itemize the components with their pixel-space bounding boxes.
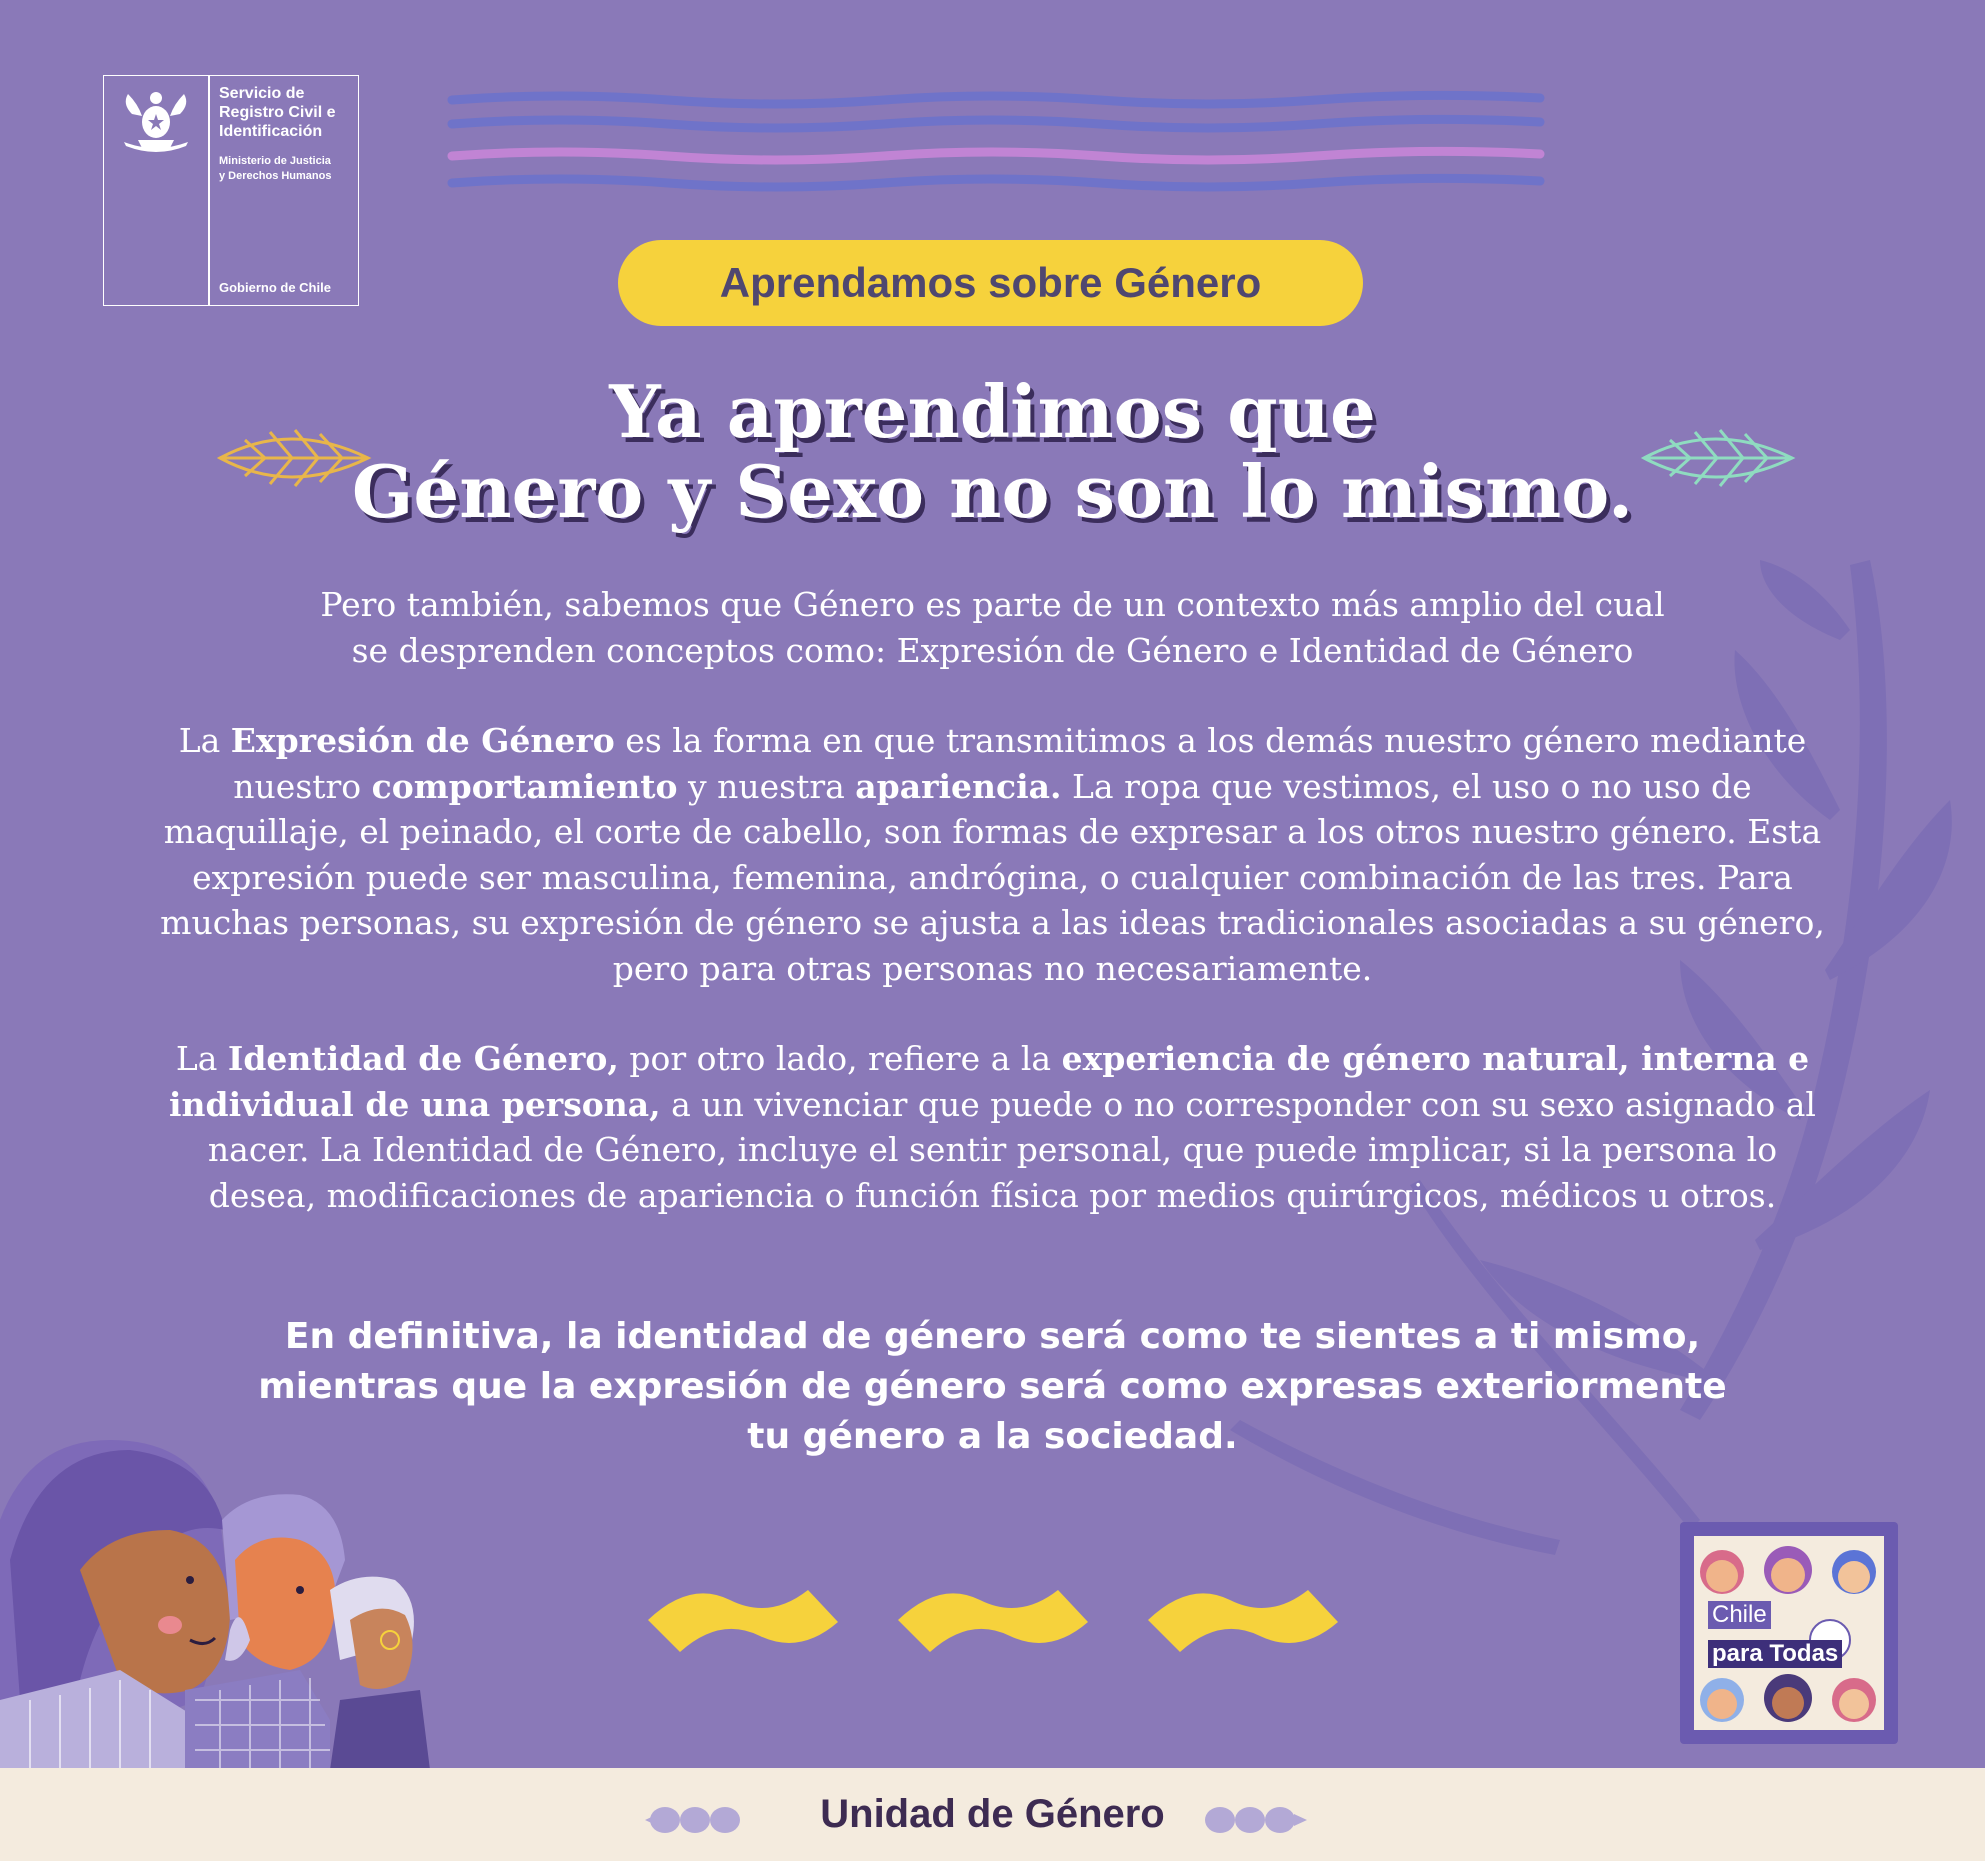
expresion-bold-term: Expresión de Género — [230, 721, 615, 760]
stamp-label-para-todas: para Todas — [1708, 1640, 1842, 1668]
intro-line-1: Pero también, sabemos que Género es parte de un contexto más amplio del cual — [320, 585, 1665, 624]
identidad-text-1: La — [175, 1039, 228, 1078]
expresion-text-1: La — [178, 721, 231, 760]
ministry-line-1: Ministerio de Justicia — [219, 155, 331, 167]
expresion-genero-paragraph — [160, 718, 1825, 991]
conclusion-paragraph — [180, 1312, 1805, 1462]
identidad-text-2: por otro lado, refiere a la — [618, 1039, 1062, 1078]
footer-label: Unidad de Género — [820, 1792, 1165, 1836]
org-line-1: Servicio de — [219, 85, 305, 102]
identidad-bold-experiencia: experiencia de género natural, interna e individual de una persona, — [169, 1039, 1810, 1124]
organization-name — [219, 84, 359, 141]
expresion-text-2: es la forma en que transmitimos a los demás nuestro género mediante nuestro — [233, 721, 1807, 806]
government-label: Gobierno de Chile — [219, 280, 331, 295]
registro-civil-logo — [103, 75, 359, 306]
org-line-3: Identificación — [219, 123, 323, 140]
conclusion-line-1: En definitiva, la identidad de género será como te sientes a ti mismo, — [284, 1316, 1701, 1357]
expresion-bold-comportamiento: comportamiento — [371, 766, 678, 806]
conclusion-line-3: tu género a la sociedad. — [747, 1416, 1238, 1457]
topic-pill-label: Aprendamos sobre Género — [719, 259, 1262, 306]
headline-line-1: Ya aprendimos que — [609, 369, 1376, 454]
expresion-text-3: y nuestra — [677, 766, 856, 806]
topic-pill — [618, 240, 1363, 326]
headline — [200, 369, 1785, 534]
expresion-text-4: La ropa que vestimos, el uso o no uso de maquillaje, el peinado, el corte de cabello, son formas de expresar a los otros nuestro género. Esta expresión puede ser masculina, femenina, andrógina, o cualquier combinación de las tres. Para muchas personas, su expresión de género se ajusta a las ideas tradicionales asociadas a su género, pero para otras personas no necesariamente. — [160, 766, 1825, 988]
stamp-illustration — [1680, 1522, 1898, 1744]
intro-paragraph — [160, 582, 1825, 673]
identidad-genero-paragraph — [160, 1036, 1825, 1218]
footer-label-container — [0, 1768, 1985, 1861]
ministry-line-2: y Derechos Humanos — [219, 170, 332, 182]
logo-divider — [208, 76, 210, 305]
squiggle-icon — [648, 1590, 1338, 1652]
people-illustration — [0, 1440, 430, 1770]
ministry-name — [219, 154, 359, 184]
headline-line-2: Género y Sexo no son lo mismo. — [351, 449, 1634, 534]
org-line-2: Registro Civil e — [219, 104, 336, 121]
intro-line-2: se desprenden conceptos como: Expresión de Género e Identidad de Género — [351, 630, 1634, 670]
conclusion-line-2: mientras que la expresión de género será como expresas exteriormente — [258, 1366, 1727, 1407]
identidad-bold-term: Identidad de Género, — [227, 1039, 619, 1078]
identidad-text-3: a un vivenciar que puede o no corresponder con su sexo asignado al nacer. La Identidad de Género, incluye el sentir personal, que puede implicar, si la persona lo desea, modificaciones de apariencia o función física por medios quirúrgicos, médicos u otros. — [207, 1084, 1816, 1215]
government-crest-icon — [112, 84, 200, 154]
expresion-bold-apariencia: apariencia. — [855, 766, 1062, 806]
stamp-label-chile: Chile — [1708, 1601, 1771, 1629]
